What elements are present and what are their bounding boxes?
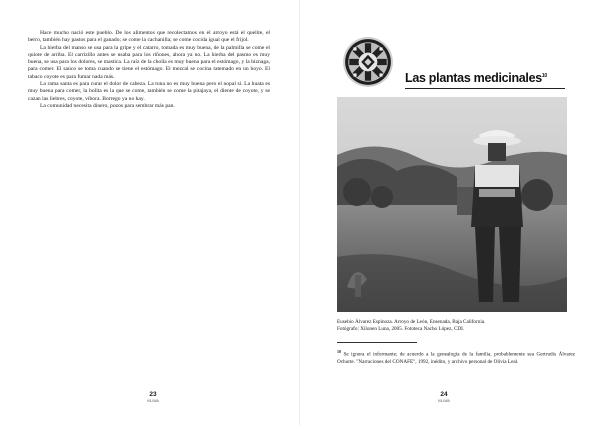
page-number-right <box>424 391 464 403</box>
photo-man-with-hat <box>337 97 567 312</box>
folio-label: KILIWA <box>147 399 159 403</box>
right-page <box>300 0 600 425</box>
paragraph: La comunidad necesita dinero, pozos para sembrar más pan. <box>40 102 175 109</box>
footnote-ref: 10 <box>337 349 341 354</box>
footnote-rule <box>337 342 417 343</box>
body-text <box>28 30 270 110</box>
chapter-emblem-icon <box>342 36 394 88</box>
page-number-left <box>133 391 173 403</box>
caption-line: Eusebio Álvarez Espinoza. Arroyo de León, Ensenada, Baja California. <box>337 319 486 325</box>
folio-number: 23 <box>149 391 157 398</box>
folio-number: 24 <box>440 391 448 398</box>
paragraph: Hace mucho nació este pueblo. De los alimentos que recolectamos en el arroyo está el quelite, el berro, también hay pastos para el ganado; se come la cachanilla; se come cocida igual que el frijol. <box>28 30 270 44</box>
footnote <box>337 348 575 366</box>
folio-label: KILIWA <box>438 399 450 403</box>
footnote-text: Se ignora el informante; de acuerdo a la genealogía de la familia, probablemente sea Gertrudis Álvarez Ochurte. "Narraciones del CONAFE", 1992, inédito, y archivo personal de Olivia Leal. <box>337 351 575 365</box>
title-underline <box>405 88 565 89</box>
chapter-title <box>405 68 585 86</box>
paragraph: La hierba del manso se usa para la gripe y el catarro, tomada es muy buena, de la palmilla se come el quiote de arriba. El carrizillo antes se usaba para los riñones, ahora ya no. La hierba del pasmo es muy buena, se usa para los dolores, se mastica. La raíz de la cholla es muy buena para el estómago, y la biznaga, para comer. El saúco se toma cuando se tiene el estómago. El mezcal se cocina tatemado en un hoyo. El tabaco coyote es para fumar nada más. <box>28 44 270 80</box>
paragraph: La rama santa es para curar el dolor de cabeza. La tuna no es muy buena pero el nopal sí. La huata es muy buena para comer, la bolita es la que se come, también se come la pitajaya, el diente de coyote, y se cazan las liebres, coyote, víbora. Borrego ya no hay. <box>28 81 270 102</box>
chapter-title-text: Las plantas medicinales <box>405 71 542 86</box>
title-footnote-ref: 10 <box>541 73 547 79</box>
caption-line: Fotógrafo: Xilonen Luna, 2005. Fototeca Nacho López, CDI. <box>337 326 465 332</box>
photo-caption <box>337 319 577 333</box>
